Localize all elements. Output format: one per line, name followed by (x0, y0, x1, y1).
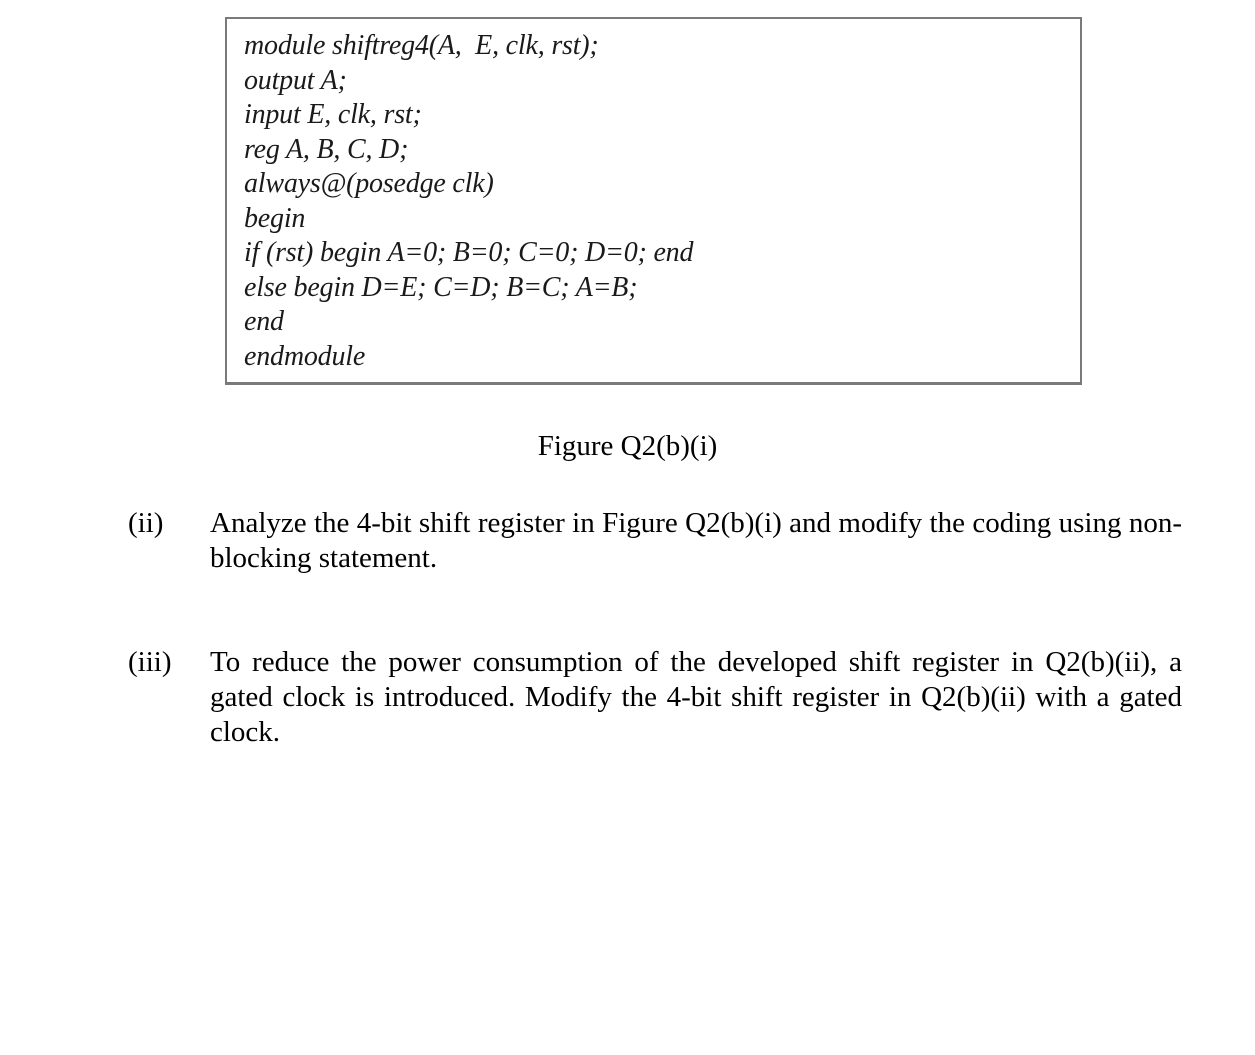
verilog-code-figure (225, 17, 1082, 385)
code-line: output A; (244, 64, 347, 96)
question-number: (iii) (128, 646, 172, 678)
code-listing (244, 29, 693, 374)
code-line: if (rst) begin A=0; B=0; C=0; D=0; end (244, 237, 694, 268)
figure-caption: Figure Q2(b)(i) (537, 430, 718, 462)
code-line: input E, clk, rst; (244, 99, 422, 130)
question-text: To reduce the power consumption of the developed shift register in Q2(b)(ii), a gated clock is introduced. Modify the 4-bit shift register in Q2(b)(ii) with a gated clock. (210, 646, 1182, 748)
code-line: endmodule (244, 340, 366, 372)
question-text: Analyze the 4-bit shift register in Figure Q2(b)(i) and modify the coding using non-blocking statement. (210, 507, 1182, 574)
code-line: else begin D=E; C=D; B=C; A=B; (244, 271, 638, 303)
code-line: module shiftreg4(A, E, clk, rst); (244, 30, 599, 61)
code-line: begin (244, 202, 306, 234)
code-line: end (244, 306, 284, 337)
question-number: (ii) (128, 507, 164, 539)
code-line: reg A, B, C, D; (244, 133, 409, 165)
code-line: always@(posedge clk) (244, 168, 494, 199)
